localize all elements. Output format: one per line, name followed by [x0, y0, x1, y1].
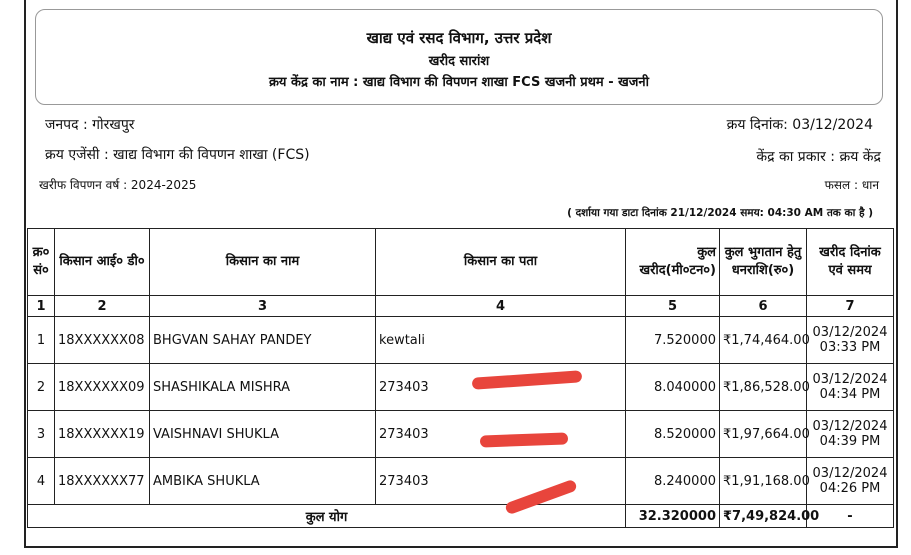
row-time: 04:26 PM — [819, 481, 881, 496]
row-sno: 3 — [28, 411, 55, 458]
row-amount: ₹1,74,464.00 — [720, 317, 807, 364]
column-number: 1 — [28, 296, 55, 317]
district: जनपद : गोरखपुर — [45, 117, 135, 133]
column-number-row — [28, 296, 894, 317]
department-title: खाद्य एवं रसद विभाग, उत्तर प्रदेश — [366, 29, 552, 47]
row-quantity: 7.520000 — [626, 317, 720, 364]
row-quantity: 8.240000 — [626, 458, 720, 505]
row-amount: ₹1,91,168.00 — [720, 458, 807, 505]
agency: क्रय एजेंसी : खाद्य विभाग की विपणन शाखा (FCS) — [45, 147, 310, 163]
header-date-time: खरीद दिनांक एवं समय — [807, 229, 894, 296]
row-farmer-id: 18XXXXXX77 — [55, 458, 150, 505]
purchase-table — [27, 228, 894, 528]
row-amount: ₹1,97,664.00 — [720, 411, 807, 458]
row-date-time — [807, 364, 894, 411]
row-farmer-id: 18XXXXXX19 — [55, 411, 150, 458]
row-sno: 1 — [28, 317, 55, 364]
row-farmer-id: 18XXXXXX08 — [55, 317, 150, 364]
total-row — [28, 505, 894, 528]
row-farmer-name: SHASHIKALA MISHRA — [150, 364, 376, 411]
centre-type: केंद्र का प्रकार : क्रय केंद्र — [756, 149, 881, 165]
header-farmer-name: किसान का नाम — [150, 229, 376, 296]
row-time: 03:33 PM — [819, 340, 881, 355]
row-farmer-id: 18XXXXXX09 — [55, 364, 150, 411]
row-date-time — [807, 411, 894, 458]
column-number: 3 — [150, 296, 376, 317]
row-time: 04:34 PM — [819, 387, 881, 402]
season: खरीफ विपणन वर्ष : 2024-2025 — [39, 178, 197, 192]
row-farmer-name: VAISHNAVI SHUKLA — [150, 411, 376, 458]
column-number: 7 — [807, 296, 894, 317]
header-amount: कुल भुगतान हेतु धनराशि(रु०) — [720, 229, 807, 296]
report-title: खरीद सारांश — [428, 54, 490, 69]
row-quantity: 8.040000 — [626, 364, 720, 411]
column-number: 5 — [626, 296, 720, 317]
row-sno: 2 — [28, 364, 55, 411]
total-quantity: 32.320000 — [626, 505, 720, 528]
purchase-date: क्रय दिनांक: 03/12/2024 — [726, 117, 873, 133]
header-quantity: कुल खरीद(मी०टन०) — [626, 229, 720, 296]
header-sno: क्र० सं० — [28, 229, 55, 296]
row-farmer-name: BHGVAN SAHAY PANDEY — [150, 317, 376, 364]
report-header — [35, 9, 883, 105]
total-amount: ₹7,49,824.00 — [720, 505, 807, 528]
header-farmer-id: किसान आई० डी० — [55, 229, 150, 296]
row-farmer-name: AMBIKA SHUKLA — [150, 458, 376, 505]
row-time: 04:39 PM — [819, 434, 881, 449]
row-date-time — [807, 458, 894, 505]
centre-name: क्रय केंद्र का नाम : खाद्य विभाग की विपणन शाखा FCS खजनी प्रथम - खजनी — [268, 75, 650, 90]
row-date: 03/12/2024 — [812, 466, 888, 481]
row-date-time — [807, 317, 894, 364]
table-row — [28, 364, 894, 411]
table-header-row — [28, 229, 894, 296]
row-date: 03/12/2024 — [812, 419, 888, 434]
row-amount: ₹1,86,528.00 — [720, 364, 807, 411]
table-row — [28, 411, 894, 458]
header-farmer-address: किसान का पता — [376, 229, 626, 296]
row-quantity: 8.520000 — [626, 411, 720, 458]
row-sno: 4 — [28, 458, 55, 505]
row-date: 03/12/2024 — [812, 372, 888, 387]
column-number: 2 — [55, 296, 150, 317]
row-farmer-address: 273403 — [376, 458, 626, 505]
data-note: ( दर्शाया गया डाटा दिनांक 21/12/2024 समय: 04:30 AM तक का है ) — [567, 207, 873, 219]
crop: फसल : धान — [824, 178, 879, 192]
total-label: कुल योग — [28, 505, 626, 528]
row-date: 03/12/2024 — [812, 325, 888, 340]
table-row — [28, 317, 894, 364]
table-row — [28, 458, 894, 505]
column-number: 4 — [376, 296, 626, 317]
column-number: 6 — [720, 296, 807, 317]
row-farmer-address: 273403 — [376, 411, 626, 458]
row-farmer-address: 273403 — [376, 364, 626, 411]
row-farmer-address: kewtali — [376, 317, 626, 364]
total-date: - — [807, 505, 894, 528]
